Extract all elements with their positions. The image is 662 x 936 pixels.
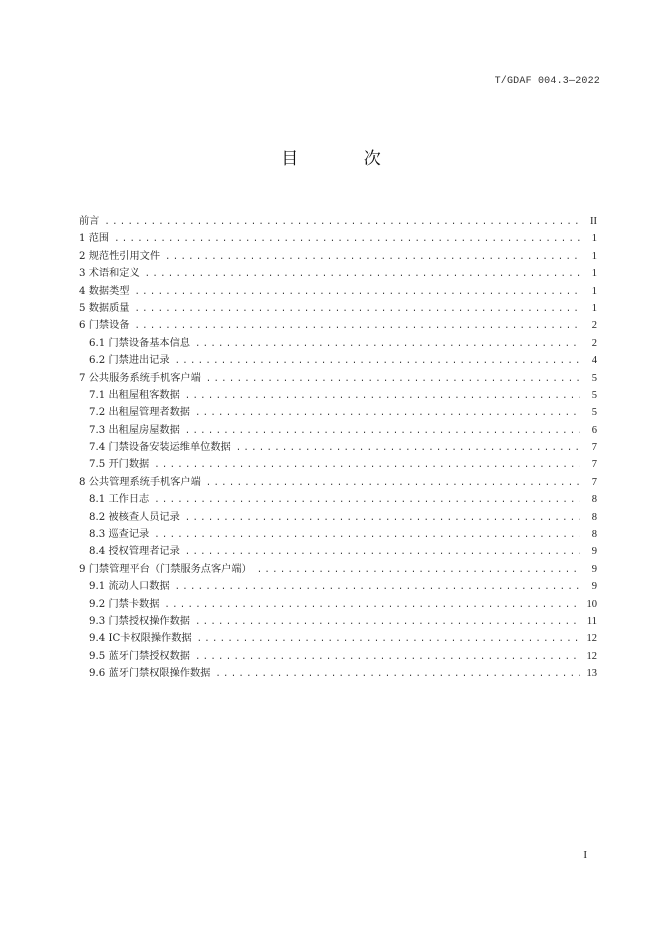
toc-entry-label: 1 范围 — [79, 233, 110, 245]
toc-entry-label: 9.2 门禁卡数据 — [89, 598, 160, 610]
toc-entry[interactable] — [79, 456, 597, 473]
toc-entry-page: 7 — [591, 442, 597, 454]
toc-entry-label: 5 数据质量 — [79, 302, 130, 314]
toc-dot-leader — [134, 318, 580, 335]
toc-entry-page: 4 — [591, 355, 597, 367]
toc-entry-page: 7 — [591, 476, 597, 488]
toc-dot-leader — [175, 579, 580, 596]
toc-dot-leader — [154, 492, 580, 509]
toc-entry-label: 8.1 工作日志 — [89, 494, 150, 506]
toc-entry-page: 9 — [591, 546, 597, 558]
toc-entry[interactable] — [79, 352, 597, 369]
toc-entry-label: 6.2 门禁进出记录 — [89, 355, 170, 367]
toc-entry-label: 前言 — [79, 216, 100, 227]
toc-entry-page: 5 — [591, 372, 597, 384]
toc-entry[interactable] — [79, 630, 597, 647]
toc-entry-label: 7.2 出租屋管理者数据 — [89, 407, 190, 419]
toc-entry[interactable] — [79, 404, 597, 421]
toc-dot-leader — [164, 597, 580, 614]
toc-entry-label: 8.4 授权管理者记录 — [89, 546, 180, 558]
toc-entry-label: 7.5 开门数据 — [89, 459, 150, 471]
toc-dot-leader — [114, 231, 580, 248]
toc-dot-leader — [195, 614, 580, 631]
toc-entry[interactable] — [79, 265, 597, 282]
toc-entry-label: 8.3 巡查记录 — [89, 529, 150, 541]
toc-entry-label: 2 规范性引用文件 — [79, 250, 161, 262]
toc-entry-label: 6 门禁设备 — [79, 320, 130, 332]
toc-entry-page: 1 — [591, 233, 597, 245]
toc-entry[interactable] — [79, 474, 597, 491]
toc-entry-page: II — [590, 216, 597, 227]
toc-entry-label: 9 门禁管理平台（门禁服务点客户端） — [79, 563, 252, 575]
toc-entry-page: 13 — [586, 668, 597, 680]
toc-entry-page: 12 — [586, 633, 597, 645]
table-of-contents — [79, 213, 597, 683]
toc-entry-page: 12 — [586, 650, 597, 662]
toc-dot-leader — [175, 353, 580, 370]
toc-entry-label: 3 术语和定义 — [79, 268, 140, 280]
toc-entry-label: 4 数据类型 — [79, 285, 130, 297]
toc-entry[interactable] — [79, 300, 597, 317]
toc-entry-label: 6.1 门禁设备基本信息 — [89, 337, 190, 349]
toc-entry[interactable] — [79, 230, 597, 247]
toc-entry-page: 8 — [591, 529, 597, 541]
toc-entry-page: 8 — [591, 511, 597, 523]
toc-dot-leader — [206, 475, 580, 492]
toc-entry-page: 1 — [591, 268, 597, 280]
toc-dot-leader — [185, 544, 580, 561]
toc-entry-label: 9.4 IC卡权限操作数据 — [89, 633, 192, 645]
toc-entry-page: 10 — [586, 598, 597, 610]
toc-entry-page: 8 — [591, 494, 597, 506]
toc-entry-page: 1 — [591, 250, 597, 262]
toc-entry-label: 8.2 被核查人员记录 — [89, 511, 180, 523]
toc-entry[interactable] — [79, 317, 597, 334]
toc-dot-leader — [197, 631, 580, 648]
toc-entry[interactable] — [79, 439, 597, 456]
toc-dot-leader — [206, 371, 580, 388]
toc-dot-leader — [104, 214, 580, 231]
toc-entry-page: 9 — [591, 581, 597, 593]
toc-entry-label: 9.6 蓝牙门禁权限操作数据 — [89, 668, 211, 680]
toc-entry-label: 9.5 蓝牙门禁授权数据 — [89, 650, 190, 662]
toc-entry-label: 7.3 出租屋房屋数据 — [89, 424, 180, 436]
toc-dot-leader — [154, 457, 580, 474]
toc-entry-label: 7.1 出租屋租客数据 — [89, 389, 180, 401]
toc-dot-leader — [165, 249, 580, 266]
toc-dot-leader — [257, 562, 580, 579]
page-title: 目 次 — [281, 149, 411, 169]
toc-entry[interactable] — [79, 213, 597, 230]
toc-dot-leader — [215, 666, 580, 683]
toc-dot-leader — [185, 423, 580, 440]
toc-entry[interactable] — [79, 422, 597, 439]
toc-dot-leader — [134, 301, 580, 318]
toc-dot-leader — [185, 388, 580, 405]
toc-dot-leader — [195, 405, 580, 422]
toc-entry[interactable] — [79, 335, 597, 352]
page-number: I — [583, 849, 587, 861]
toc-entry-page: 9 — [591, 563, 597, 575]
toc-entry-label: 7.4 门禁设备安装运维单位数据 — [89, 442, 231, 454]
toc-entry[interactable] — [79, 596, 597, 613]
toc-entry-page: 2 — [591, 320, 597, 332]
toc-entry-page: 6 — [591, 424, 597, 436]
toc-entry[interactable] — [79, 648, 597, 665]
toc-entry[interactable] — [79, 665, 597, 682]
toc-entry[interactable] — [79, 509, 597, 526]
toc-dot-leader — [154, 527, 580, 544]
toc-dot-leader — [185, 510, 580, 527]
toc-entry-page: 7 — [591, 459, 597, 471]
toc-entry-page: 5 — [591, 389, 597, 401]
toc-entry-page: 5 — [591, 407, 597, 419]
toc-dot-leader — [195, 336, 580, 353]
toc-entry[interactable] — [79, 526, 597, 543]
toc-entry[interactable] — [79, 613, 597, 630]
toc-entry[interactable] — [79, 578, 597, 595]
toc-entry[interactable] — [79, 491, 597, 508]
toc-entry[interactable] — [79, 370, 597, 387]
toc-entry-page: 2 — [591, 337, 597, 349]
toc-entry[interactable] — [79, 283, 597, 300]
toc-entry[interactable] — [79, 543, 597, 560]
document-id: T/GDAF 004.3—2022 — [494, 76, 600, 87]
toc-entry-label: 8 公共管理系统手机客户端 — [79, 476, 201, 488]
toc-dot-leader — [236, 440, 580, 457]
toc-entry[interactable] — [79, 248, 597, 265]
toc-entry-page: 11 — [586, 615, 597, 627]
toc-entry-page: 1 — [591, 302, 597, 314]
toc-dot-leader — [145, 266, 580, 283]
toc-entry-page: 1 — [591, 285, 597, 297]
toc-dot-leader — [134, 284, 580, 301]
toc-entry-label: 7 公共服务系统手机客户端 — [79, 372, 201, 384]
toc-entry-label: 9.3 门禁授权操作数据 — [89, 615, 190, 627]
toc-dot-leader — [195, 649, 580, 666]
toc-entry[interactable] — [79, 561, 597, 578]
toc-entry[interactable] — [79, 387, 597, 404]
toc-entry-label: 9.1 流动人口数据 — [89, 581, 170, 593]
